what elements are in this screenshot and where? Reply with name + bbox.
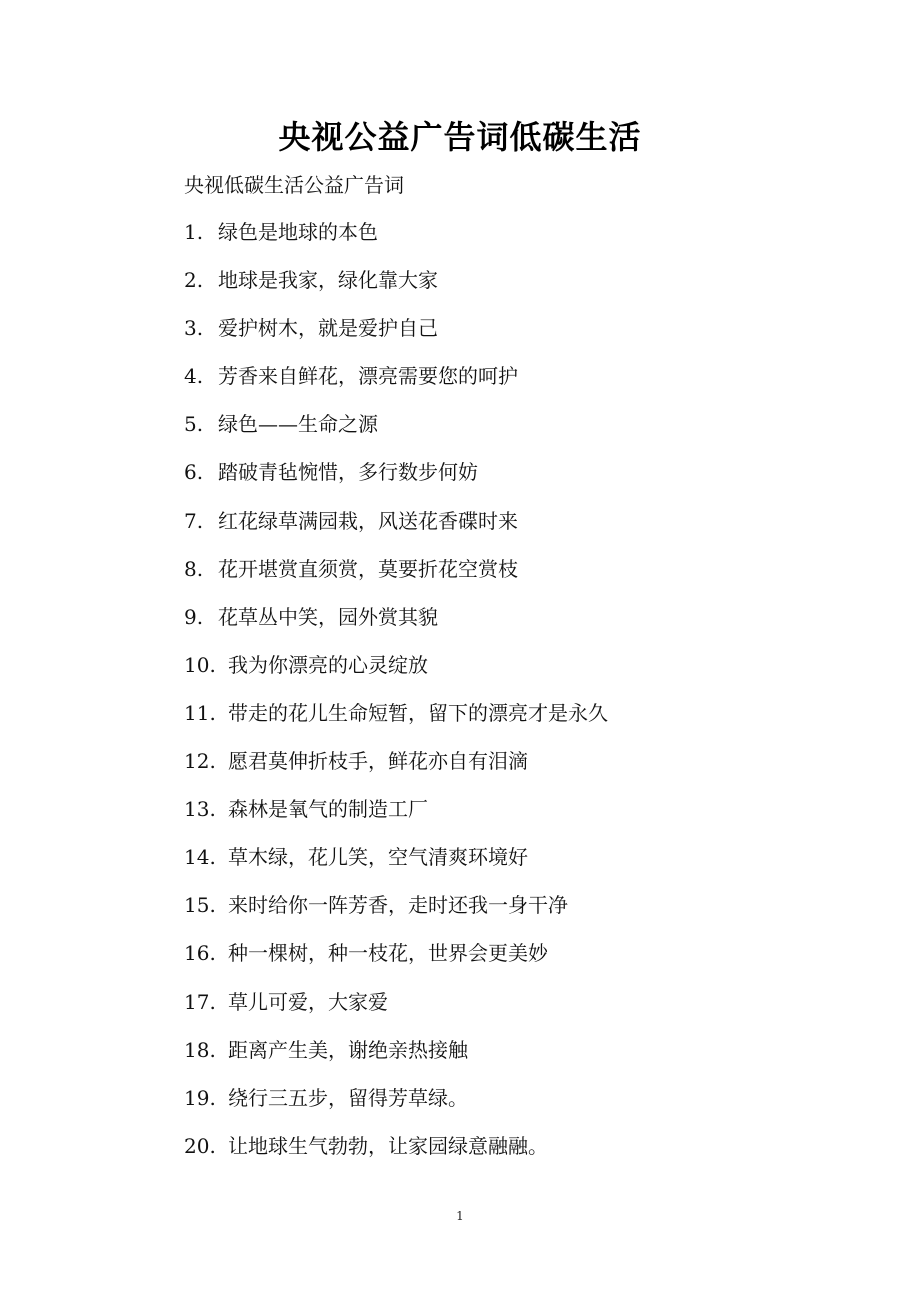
slogan-list bbox=[184, 217, 608, 1179]
slogan-item bbox=[184, 457, 608, 505]
slogan-item bbox=[184, 746, 608, 794]
slogan-item bbox=[184, 987, 608, 1035]
slogan-text: 带走的花儿生命短暂，留下的漂亮才是永久 bbox=[228, 700, 608, 725]
slogan-number: 12. bbox=[184, 749, 216, 774]
slogan-item bbox=[184, 698, 608, 746]
slogan-number: 10. bbox=[184, 652, 216, 677]
slogan-item bbox=[184, 1083, 608, 1131]
slogan-number: 2. bbox=[184, 268, 204, 293]
slogan-text: 来时给你一阵芳香，走时还我一身干净 bbox=[228, 893, 568, 918]
slogan-number: 20. bbox=[184, 1133, 216, 1158]
page-number: 1 bbox=[456, 1209, 464, 1223]
slogan-text: 草儿可爱，大家爱 bbox=[228, 989, 388, 1014]
slogan-item bbox=[184, 602, 608, 650]
slogan-item bbox=[184, 890, 608, 938]
slogan-item bbox=[184, 506, 608, 554]
slogan-text: 愿君莫伸折枝手，鲜花亦自有泪滴 bbox=[228, 749, 528, 774]
slogan-number: 16. bbox=[184, 941, 216, 966]
slogan-text: 花开堪赏直须赏，莫要折花空赏枝 bbox=[218, 556, 518, 581]
slogan-text: 花草丛中笑，园外赏其貌 bbox=[218, 604, 438, 629]
slogan-item bbox=[184, 313, 608, 361]
slogan-number: 9. bbox=[184, 604, 204, 629]
slogan-number: 15. bbox=[184, 893, 216, 918]
slogan-item bbox=[184, 265, 608, 313]
slogan-number: 19. bbox=[184, 1085, 216, 1110]
slogan-item bbox=[184, 794, 608, 842]
slogan-number: 14. bbox=[184, 845, 216, 870]
slogan-text: 让地球生气勃勃，让家园绿意融融。 bbox=[228, 1133, 548, 1158]
slogan-text: 我为你漂亮的心灵绽放 bbox=[228, 652, 428, 677]
slogan-number: 6. bbox=[184, 460, 204, 485]
slogan-number: 8. bbox=[184, 556, 204, 581]
slogan-text: 芳香来自鲜花，漂亮需要您的呵护 bbox=[218, 364, 518, 389]
slogan-text: 绕行三五步，留得芳草绿。 bbox=[228, 1085, 468, 1110]
slogan-text: 绿色——生命之源 bbox=[218, 412, 378, 437]
slogan-number: 4. bbox=[184, 364, 204, 389]
slogan-text: 森林是氧气的制造工厂 bbox=[228, 797, 428, 822]
slogan-number: 1. bbox=[184, 220, 204, 244]
slogan-number: 18. bbox=[184, 1037, 216, 1062]
slogan-text: 踏破青毡惋惜，多行数步何妨 bbox=[218, 460, 478, 485]
slogan-text: 种一棵树，种一枝花，世界会更美妙 bbox=[228, 941, 548, 966]
slogan-number: 5. bbox=[184, 412, 204, 437]
slogan-number: 11. bbox=[184, 700, 216, 725]
slogan-item bbox=[184, 650, 608, 698]
document-subtitle: 央视低碳生活公益广告词 bbox=[184, 173, 404, 197]
slogan-item bbox=[184, 361, 608, 409]
slogan-text: 地球是我家，绿化靠大家 bbox=[218, 268, 438, 293]
slogan-text: 爱护树木，就是爱护自己 bbox=[218, 316, 438, 341]
slogan-number: 7. bbox=[184, 508, 204, 533]
slogan-item bbox=[184, 938, 608, 986]
slogan-text: 红花绿草满园栽，风送花香碟时来 bbox=[218, 508, 518, 533]
slogan-item bbox=[184, 217, 608, 265]
slogan-text: 距离产生美，谢绝亲热接触 bbox=[228, 1037, 468, 1062]
document-title: 央视公益广告词低碳生活 bbox=[278, 118, 642, 156]
slogan-number: 3. bbox=[184, 316, 204, 341]
slogan-number: 17. bbox=[184, 989, 216, 1014]
slogan-item bbox=[184, 1035, 608, 1083]
slogan-item bbox=[184, 409, 608, 457]
slogan-item bbox=[184, 554, 608, 602]
slogan-item bbox=[184, 1131, 608, 1179]
slogan-text: 绿色是地球的本色 bbox=[218, 220, 378, 244]
slogan-item bbox=[184, 842, 608, 890]
slogan-number: 13. bbox=[184, 797, 216, 822]
slogan-text: 草木绿，花儿笑，空气清爽环境好 bbox=[228, 845, 528, 870]
